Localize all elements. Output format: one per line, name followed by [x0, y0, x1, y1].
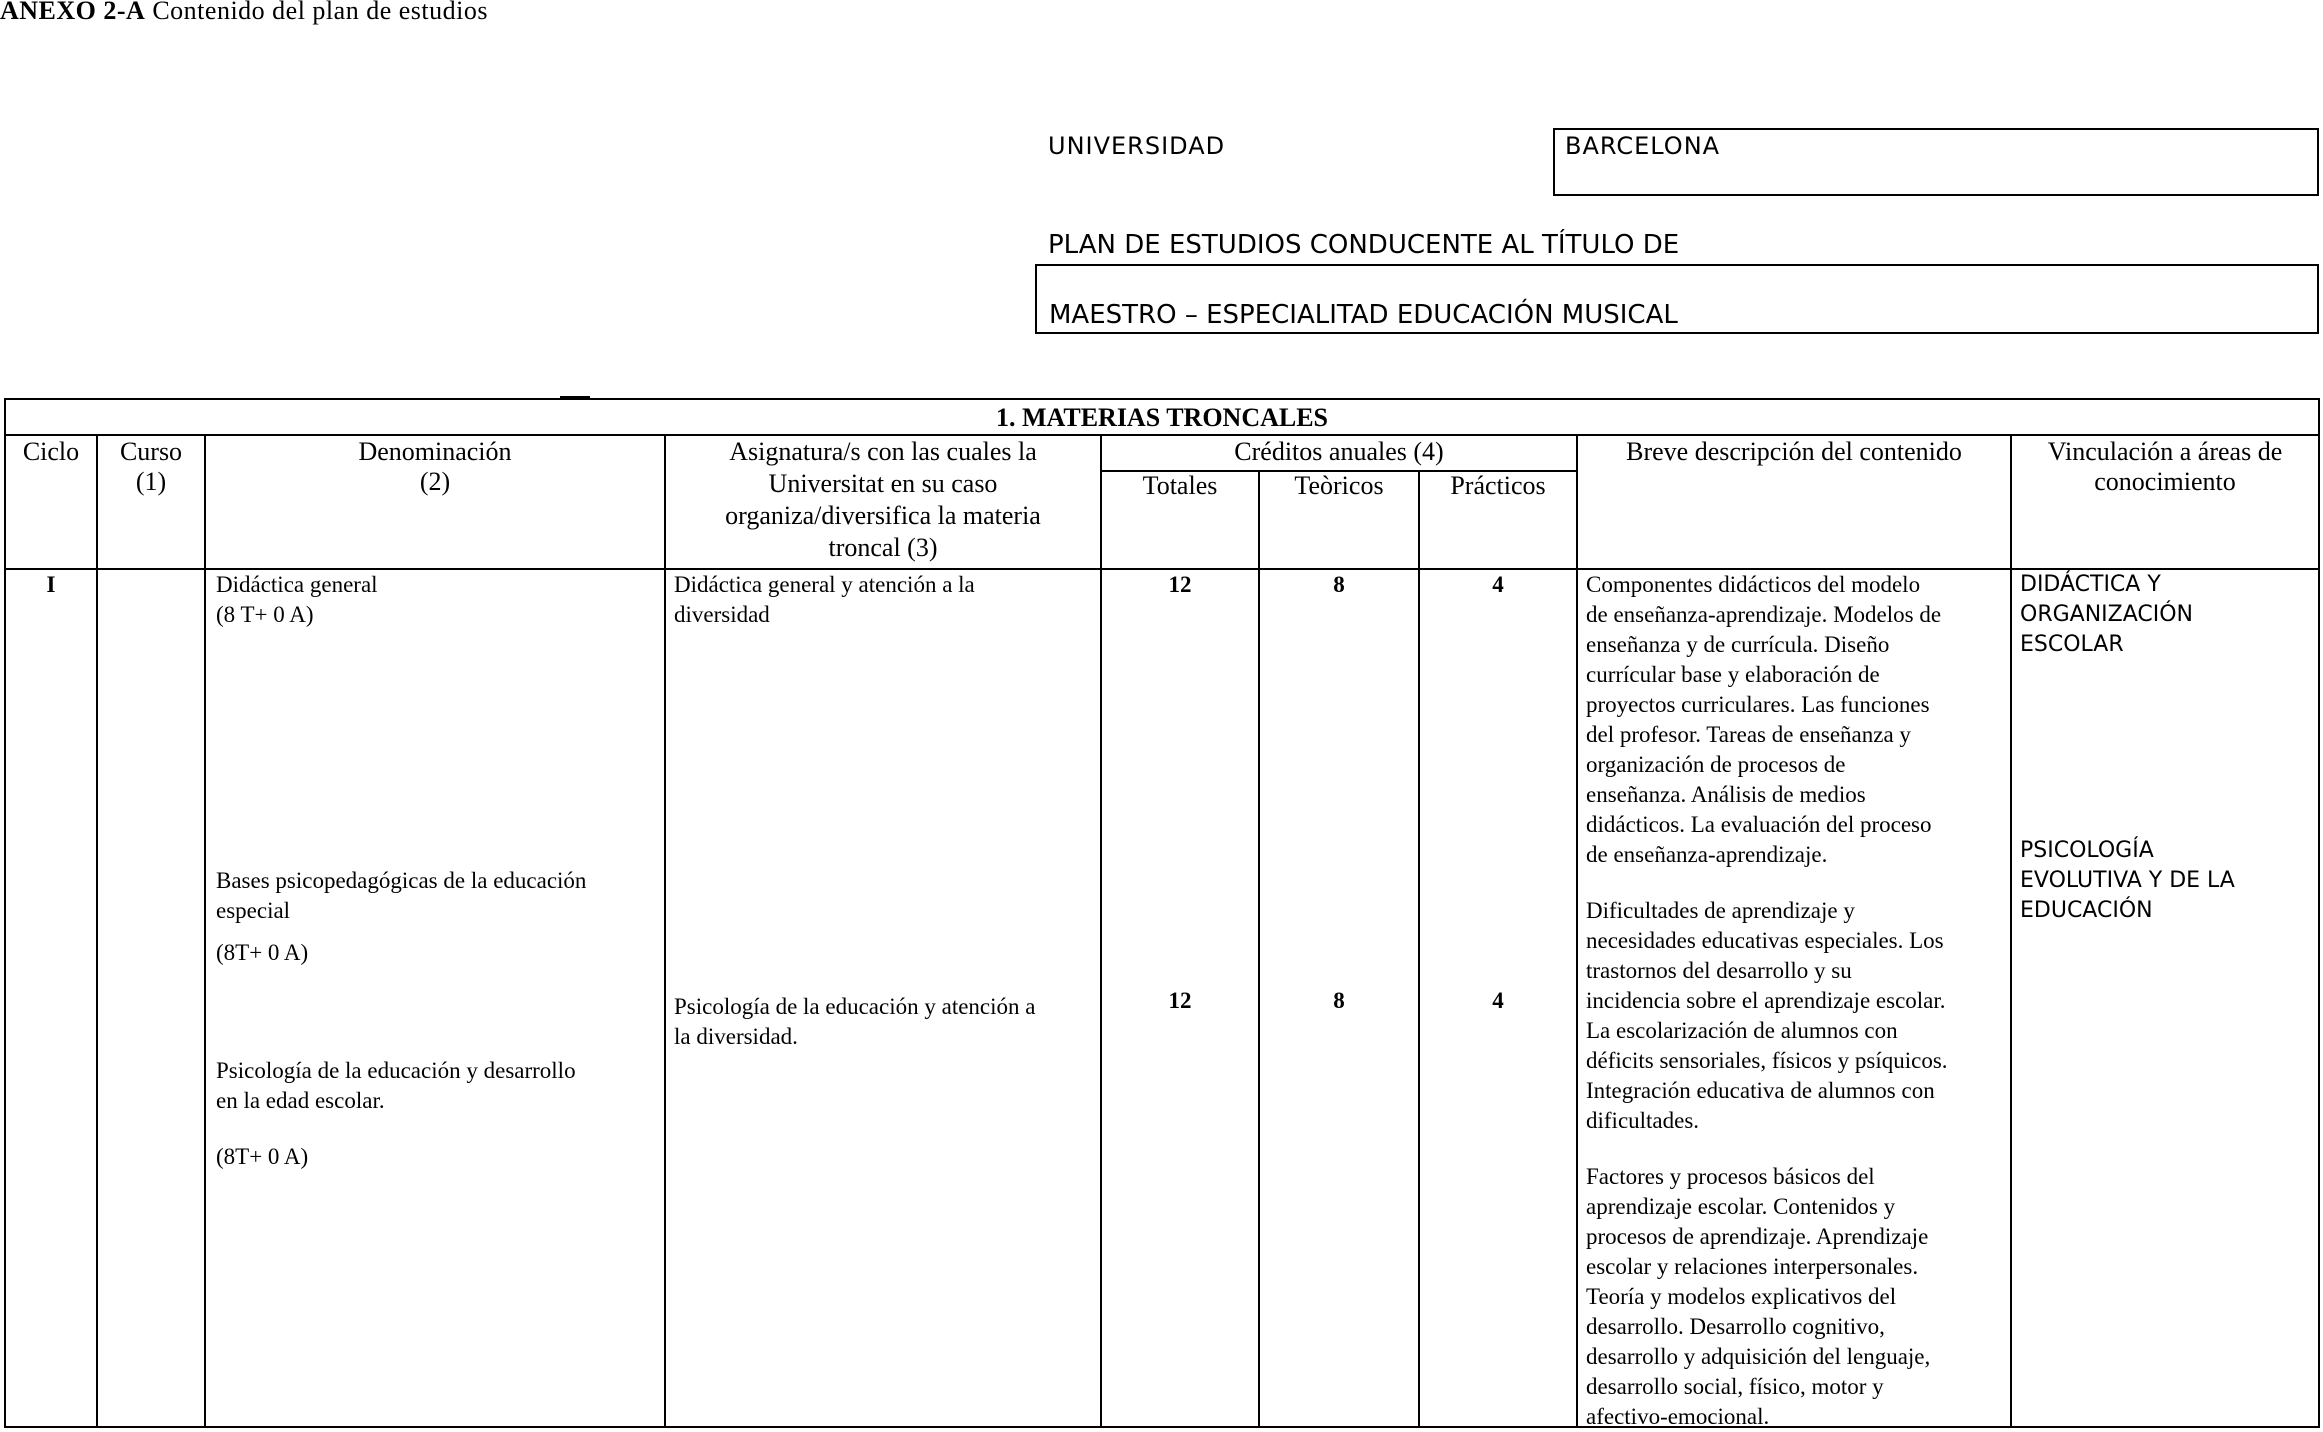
header-asignatura: organiza/diversifica la materia: [725, 501, 1041, 530]
area-line: DIDÁCTICA Y: [2020, 572, 2161, 597]
col-divider: [1576, 434, 1578, 1426]
area-block: [2020, 570, 2193, 660]
description-line: enseñanza. Análisis de medios: [1586, 782, 1866, 807]
university-box: [1553, 128, 2319, 196]
area-line: ESCOLAR: [2020, 632, 2124, 657]
area-block: [2020, 836, 2235, 926]
degree-box: [1035, 264, 2319, 334]
materia-name: Didáctica general: [216, 572, 378, 597]
description-line: procesos de aprendizaje. Aprendizaje: [1586, 1224, 1929, 1249]
materia-credits: (8T+ 0 A): [216, 940, 309, 965]
description-line: didácticos. La evaluación del proceso: [1586, 812, 1932, 837]
header-denominacion-note: (2): [419, 467, 451, 496]
credits-practicos: 4: [1492, 572, 1504, 597]
header-ciclo: Ciclo: [22, 437, 80, 466]
header-vinculacion: Vinculación a áreas de: [2047, 437, 2283, 466]
credits-totales: 12: [1168, 988, 1192, 1013]
description-line: aprendizaje escolar. Contenidos y: [1586, 1194, 1896, 1219]
description-line: escolar y relaciones interpersonales.: [1586, 1254, 1919, 1279]
asignatura-name: diversidad: [674, 602, 770, 627]
header-denominacion: Denominación: [358, 437, 512, 466]
degree-value: MAESTRO – ESPECIALITAD EDUCACIÓN MUSICAL: [1049, 300, 1678, 330]
col-divider: [96, 434, 98, 1426]
materia-name: Psicología de la educación y desarrollo: [216, 1058, 576, 1083]
description-line: Dificultades de aprendizaje y: [1586, 898, 1855, 923]
header-creditos: Créditos anuales (4): [1234, 437, 1444, 466]
col-divider: [204, 434, 206, 1426]
description-line: déficits sensoriales, físicos y psíquicos.: [1586, 1048, 1948, 1073]
description-line: afectivo-emocional.: [1586, 1404, 1770, 1429]
description-line: organización de procesos de: [1586, 752, 1846, 777]
description-line: La escolarización de alumnos con: [1586, 1018, 1898, 1043]
materia-name: en la edad escolar.: [216, 1088, 385, 1113]
area-line: ORGANIZACIÓN: [2020, 602, 2194, 627]
description-line: dificultades.: [1586, 1108, 1700, 1133]
header-asignatura: troncal (3): [828, 533, 938, 562]
section-title: 1. MATERIAS TRONCALES: [995, 403, 1329, 432]
description-line: Componentes didácticos del modelo: [1586, 572, 1921, 597]
description-line: currícular base y elaboración de: [1586, 662, 1880, 687]
header-asignatura: Asignatura/s con las cuales la: [729, 437, 1037, 466]
materias-table: [4, 398, 2320, 1428]
header-curso: Curso: [119, 437, 183, 466]
header-totales: Totales: [1142, 471, 1218, 500]
ciclo-value: I: [46, 572, 56, 597]
credits-practicos: 4: [1492, 988, 1504, 1013]
col-divider: [664, 434, 666, 1426]
description-line: desarrollo y adquisición del lenguaje,: [1586, 1344, 1931, 1369]
description-block: [1586, 570, 2006, 870]
header-asignatura: Universitat en su caso: [768, 469, 998, 498]
description-line: trastornos del desarrollo y su: [1586, 958, 1852, 983]
description-line: necesidades educativas especiales. Los: [1586, 928, 1944, 953]
university-label: UNIVERSIDAD: [1048, 132, 1226, 160]
description-line: desarrollo. Desarrollo cognitivo,: [1586, 1314, 1885, 1339]
credits-teoricos: 8: [1333, 572, 1345, 597]
plan-label: PLAN DE ESTUDIOS CONDUCENTE AL TÍTULO DE: [1048, 230, 1680, 260]
asignatura-name: la diversidad.: [674, 1024, 798, 1049]
area-line: PSICOLOGÍA: [2020, 838, 2154, 863]
materia-credits: (8 T+ 0 A): [216, 602, 314, 627]
description-line: enseñanza y de currícula. Diseño: [1586, 632, 1890, 657]
col-divider: [2010, 434, 2012, 1426]
description-block: [1586, 896, 2006, 1136]
description-line: de enseñanza-aprendizaje. Modelos de: [1586, 602, 1942, 627]
description-line: del profesor. Tareas de enseñanza y: [1586, 722, 1911, 747]
col-divider: [1258, 470, 1260, 1426]
description-line: de enseñanza-aprendizaje.: [1586, 842, 1828, 867]
header-vinculacion: conocimiento: [2094, 467, 2236, 496]
description-line: Factores y procesos básicos del: [1586, 1164, 1875, 1189]
header-curso-note: (1): [135, 467, 167, 496]
annex-heading: [0, 0, 488, 26]
credits-teoricos: 8: [1333, 988, 1345, 1013]
description-line: proyectos curriculares. Las funciones: [1586, 692, 1930, 717]
header-teoricos: Teòricos: [1294, 471, 1384, 500]
description-line: Teoría y modelos explicativos del: [1586, 1284, 1897, 1309]
area-line: EVOLUTIVA Y DE LA: [2020, 868, 2235, 893]
description-line: desarrollo social, físico, motor y: [1586, 1374, 1884, 1399]
header-descripcion: Breve descripción del contenido: [1626, 437, 1962, 466]
description-line: Integración educativa de alumnos con: [1586, 1078, 1935, 1103]
annex-title: Contenido del plan de estudios: [152, 0, 488, 25]
credits-totales: 12: [1168, 572, 1192, 597]
col-divider: [1418, 470, 1420, 1426]
description-line: incidencia sobre el aprendizaje escolar.: [1586, 988, 1946, 1013]
materia-name: especial: [216, 898, 291, 923]
materia-credits: (8T+ 0 A): [216, 1144, 309, 1169]
description-block: [1586, 1162, 2006, 1432]
asignatura-name: Psicología de la educación y atención a: [674, 994, 1036, 1019]
area-line: EDUCACIÓN: [2020, 898, 2153, 923]
university-value: BARCELONA: [1565, 132, 1721, 160]
header-practicos: Prácticos: [1450, 471, 1546, 500]
materia-name: Bases psicopedagógicas de la educación: [216, 868, 587, 893]
annex-code: ANEXO 2-A: [0, 0, 146, 25]
asignatura-name: Didáctica general y atención a la: [674, 572, 975, 597]
